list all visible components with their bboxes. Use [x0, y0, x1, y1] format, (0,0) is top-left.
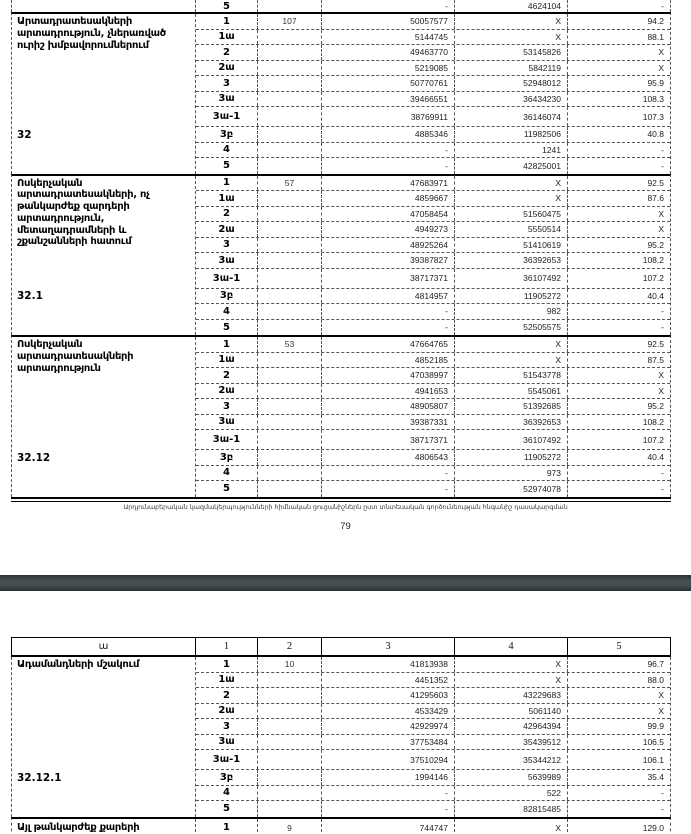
value-col3-cell: 4451352 — [322, 673, 455, 688]
table-row — [196, 0, 670, 12]
table-bottom-rule — [11, 497, 671, 499]
value-col3-cell: 4806543 — [322, 450, 455, 465]
org-count-cell — [258, 238, 322, 253]
section-code: 32.12 — [17, 451, 51, 464]
table-row — [196, 688, 670, 704]
table-row — [196, 45, 670, 61]
value-col3-cell: 5219085 — [322, 61, 455, 76]
org-count-cell — [258, 76, 322, 91]
table-row — [196, 704, 670, 720]
section-label-cell — [12, 176, 196, 336]
value-col4-cell: 36107492 — [455, 269, 568, 288]
org-count-cell — [258, 289, 322, 304]
table-row — [196, 430, 670, 450]
table-row — [196, 750, 670, 770]
value-col4-cell: 5061140 — [455, 704, 568, 719]
table-row — [196, 158, 670, 174]
row-code-cell: 1 — [196, 176, 258, 191]
value-col5-cell: 87.6 — [647, 193, 664, 204]
row-code-cell: 2ա — [196, 704, 258, 719]
value-col4-cell: 11982506 — [455, 127, 568, 142]
value-col3-cell: 47058454 — [322, 207, 455, 222]
table-section — [11, 657, 671, 817]
value-col5-cell: 35.4 — [647, 772, 664, 783]
value-col4-cell: X — [455, 337, 568, 352]
org-count-cell — [258, 415, 322, 430]
value-col4-cell: 51560475 — [455, 207, 568, 222]
table-row — [196, 719, 670, 735]
value-col5-cell: X — [658, 370, 664, 381]
value-col5-cell: 106.1 — [642, 754, 664, 765]
row-code-cell: 3բ — [196, 289, 258, 304]
table-row — [196, 481, 670, 497]
value-col5-cell: 96.7 — [647, 659, 664, 670]
table-row — [196, 269, 670, 289]
table-footnote: Արդյունաբերական կազմակերպությունների հիմնական ցուցանիշներն ըստ տնտեսական գործունեության հնգանիշ դասակարգման — [123, 503, 568, 511]
row-code-cell: 3ա-1 — [196, 107, 258, 126]
value-col4-cell: 522 — [455, 786, 568, 801]
value-col4-cell: 52948012 — [455, 76, 568, 91]
org-count-cell — [258, 450, 322, 465]
value-col3-cell: - — [322, 481, 455, 497]
value-col3-cell: - — [322, 801, 455, 817]
table-row — [196, 466, 670, 482]
value-col4-cell: 51410619 — [455, 238, 568, 253]
org-count-cell — [258, 0, 322, 12]
table-row — [196, 107, 670, 127]
section-name: Ոսկերչական արտադրատեսակների արտադրություն — [17, 339, 134, 374]
value-col4-cell: 52505575 — [455, 320, 568, 336]
table-header-row — [11, 637, 671, 657]
section-code: 32.1 — [17, 290, 43, 302]
table-row — [196, 320, 670, 336]
document-page-2 — [0, 591, 691, 834]
value-col3-cell: - — [322, 304, 455, 319]
value-col3-cell: 48905807 — [322, 399, 455, 414]
value-col3-cell: - — [322, 0, 455, 12]
org-count-cell — [258, 801, 322, 817]
value-col4-cell: 51543778 — [455, 368, 568, 383]
value-col5-cell: X — [658, 705, 664, 716]
value-col4-cell: 53145826 — [455, 45, 568, 60]
value-col4-cell: X — [455, 673, 568, 688]
table-row — [196, 337, 670, 353]
value-col3-cell: 39387827 — [322, 253, 455, 268]
value-col3-cell: 38769911 — [322, 107, 455, 126]
row-code-cell: 2ա — [196, 384, 258, 399]
column-header: 2 — [258, 638, 322, 655]
value-col3-cell: - — [322, 143, 455, 158]
value-col5-cell: X — [658, 208, 664, 219]
row-code-cell: 5 — [196, 0, 258, 12]
table-row — [196, 801, 670, 817]
value-col5-cell: 95.9 — [647, 78, 664, 89]
value-col4-cell: 11905272 — [455, 450, 568, 465]
value-col4-cell: 5842119 — [455, 61, 568, 76]
table-row — [196, 238, 670, 254]
value-col3-cell: - — [322, 466, 455, 481]
value-col5-cell: 108.3 — [642, 93, 664, 104]
row-code-cell: 3 — [196, 719, 258, 734]
value-col5-cell: 92.5 — [647, 339, 664, 350]
value-col3-cell: 42929974 — [322, 719, 455, 734]
row-code-cell: 3բ — [196, 127, 258, 142]
table-row — [196, 657, 670, 673]
value-col3-cell: 4941653 — [322, 384, 455, 399]
value-col5-cell: 87.5 — [647, 354, 664, 365]
table-row — [196, 191, 670, 207]
row-code-cell: 3ա — [196, 735, 258, 750]
org-count-cell — [258, 735, 322, 750]
value-col4-cell: 973 — [455, 466, 568, 481]
value-col4-cell: 36434230 — [455, 92, 568, 107]
value-col3-cell: 5144745 — [322, 30, 455, 45]
table-row — [196, 368, 670, 384]
section-rows — [196, 14, 670, 174]
value-col5-cell: 95.2 — [647, 239, 664, 250]
org-count-cell — [258, 353, 322, 368]
section-label-cell — [12, 819, 196, 834]
org-count-cell — [258, 466, 322, 481]
footer-rule — [11, 501, 671, 502]
table-row — [196, 304, 670, 320]
table-row — [196, 786, 670, 802]
section-code: 32 — [17, 128, 32, 141]
section-rows — [196, 657, 670, 817]
table-row — [196, 14, 670, 30]
value-col4-cell: 5639989 — [455, 770, 568, 785]
indicators-table-page2 — [11, 637, 671, 834]
row-code-cell: 1 — [196, 337, 258, 352]
table-row — [196, 207, 670, 223]
value-col4-cell: 43229683 — [455, 688, 568, 703]
value-col5-cell: 40.4 — [647, 290, 664, 301]
table-row — [196, 819, 670, 834]
table-row — [196, 399, 670, 415]
table-row — [196, 92, 670, 108]
value-col4-cell: X — [455, 191, 568, 206]
row-code-cell: 3բ — [196, 770, 258, 785]
value-col3-cell: 4852185 — [322, 353, 455, 368]
section-label-cell — [12, 0, 196, 12]
table-row — [196, 30, 670, 46]
org-count-cell — [258, 127, 322, 142]
row-code-cell: 4 — [196, 466, 258, 481]
value-col3-cell: 4533429 — [322, 704, 455, 719]
org-count-cell — [258, 107, 322, 126]
value-col5-cell: 107.2 — [642, 273, 664, 283]
org-count-cell — [258, 320, 322, 336]
org-count-cell: 57 — [258, 176, 322, 191]
value-col4-cell: X — [455, 353, 568, 368]
row-code-cell: 1ա — [196, 30, 258, 45]
value-col5-cell: 40.4 — [647, 452, 664, 463]
value-col5-cell: X — [658, 62, 664, 73]
row-code-cell: 5 — [196, 481, 258, 497]
org-count-cell — [258, 673, 322, 688]
row-code-cell: 5 — [196, 801, 258, 817]
table-row — [196, 735, 670, 751]
value-col5-cell: X — [658, 224, 664, 235]
value-col5-cell: 108.2 — [642, 416, 664, 427]
value-col3-cell: 38717371 — [322, 269, 455, 288]
row-code-cell: 3ա — [196, 92, 258, 107]
value-col4-cell: X — [455, 14, 568, 29]
value-col5-cell: - — [661, 160, 664, 171]
column-header: 3 — [322, 638, 455, 655]
value-col4-cell: 82815485 — [455, 801, 568, 817]
table-row — [196, 253, 670, 269]
org-count-cell — [258, 45, 322, 60]
value-col4-cell: 36392653 — [455, 415, 568, 430]
value-col4-cell: 5545061 — [455, 384, 568, 399]
org-count-cell — [258, 61, 322, 76]
value-col3-cell: 47038997 — [322, 368, 455, 383]
value-col5-cell: 95.2 — [647, 401, 664, 412]
value-col5-cell: - — [661, 483, 664, 494]
indicators-table-page1 — [11, 0, 671, 502]
table-section — [11, 817, 671, 834]
value-col5-cell: - — [661, 306, 664, 317]
row-code-cell: 2 — [196, 207, 258, 222]
table-row — [196, 353, 670, 369]
value-col5-cell: - — [661, 467, 664, 478]
table-row — [196, 384, 670, 400]
org-count-cell — [258, 269, 322, 288]
value-col5-cell: 99.9 — [647, 721, 664, 732]
row-code-cell: 4 — [196, 143, 258, 158]
org-count-cell — [258, 304, 322, 319]
value-col3-cell: - — [322, 320, 455, 336]
column-header: 5 — [616, 641, 622, 652]
row-code-cell: 5 — [196, 158, 258, 174]
table-row — [196, 222, 670, 238]
row-code-cell: 3ա — [196, 415, 258, 430]
value-col5-cell: 40.8 — [647, 129, 664, 140]
org-count-cell — [258, 207, 322, 222]
page-separator-band — [0, 575, 691, 591]
row-code-cell: 1ա — [196, 191, 258, 206]
value-col3-cell: 38717371 — [322, 430, 455, 449]
row-code-cell: 3 — [196, 238, 258, 253]
table-section — [11, 174, 671, 336]
value-col4-cell: 5550514 — [455, 222, 568, 237]
value-col3-cell: 41295603 — [322, 688, 455, 703]
value-col3-cell: - — [322, 786, 455, 801]
value-col3-cell: 48925264 — [322, 238, 455, 253]
org-count-cell — [258, 158, 322, 174]
row-code-cell: 5 — [196, 320, 258, 336]
section-rows — [196, 176, 670, 336]
table-section — [11, 335, 671, 497]
value-col5-cell: - — [661, 787, 664, 798]
table-row — [196, 143, 670, 159]
section-rows — [196, 337, 670, 497]
table-row — [196, 415, 670, 431]
row-code-cell: 2ա — [196, 61, 258, 76]
value-col3-cell: 37753484 — [322, 735, 455, 750]
value-col3-cell: 4814957 — [322, 289, 455, 304]
section-rows — [196, 0, 670, 12]
value-col5-cell: - — [661, 803, 664, 814]
value-col4-cell: 1241 — [455, 143, 568, 158]
section-code: 32.12.1 — [17, 771, 62, 784]
org-count-cell: 53 — [258, 337, 322, 352]
section-name: Ոսկերչական արտադրատեսակների, ոչ թանկարժեք զարդերի արտադրություն, մետաղադրամների և շքանշանների հատում — [17, 177, 150, 248]
org-count-cell — [258, 786, 322, 801]
row-code-cell: 3ա-1 — [196, 750, 258, 769]
column-header: 1 — [196, 638, 258, 655]
value-col4-cell: 4624104 — [455, 0, 568, 12]
section-label-cell — [12, 337, 196, 497]
section-name: Արտադրատեսակների արտադրություն, չներառված ուրիշ խմբավորումներում — [17, 16, 166, 51]
row-code-cell: 3ա-1 — [196, 269, 258, 288]
value-col4-cell: 982 — [455, 304, 568, 319]
org-count-cell — [258, 30, 322, 45]
table-section — [11, 12, 671, 174]
value-col3-cell: 39387331 — [322, 415, 455, 430]
value-col5-cell: X — [658, 690, 664, 701]
org-count-cell — [258, 399, 322, 414]
value-col5-cell: 106.5 — [642, 736, 664, 747]
value-col3-cell: 744747 — [322, 819, 455, 834]
value-col5-cell: - — [661, 322, 664, 333]
value-col4-cell: 36146074 — [455, 107, 568, 126]
value-col3-cell: 41813938 — [322, 657, 455, 672]
section-name: Ադամանդների մշակում — [17, 659, 140, 670]
value-col5-cell: 92.5 — [647, 177, 664, 188]
row-code-cell: 2 — [196, 368, 258, 383]
value-col3-cell: 4859667 — [322, 191, 455, 206]
value-col4-cell: X — [455, 30, 568, 45]
value-col4-cell: 36392653 — [455, 253, 568, 268]
row-code-cell: 1ա — [196, 353, 258, 368]
table-row — [196, 289, 670, 305]
section-name: Այլ թանկարժեք քարերի — [17, 821, 140, 833]
section-label-cell — [12, 657, 196, 817]
value-col5-cell: 107.2 — [642, 434, 664, 445]
row-code-cell: 3ա — [196, 253, 258, 268]
value-col4-cell: 11905272 — [455, 289, 568, 304]
column-header: ա — [12, 638, 196, 655]
value-col3-cell: 47683971 — [322, 176, 455, 191]
value-col3-cell: 50057577 — [322, 14, 455, 29]
value-col3-cell: 4885346 — [322, 127, 455, 142]
value-col5-cell: 108.2 — [642, 255, 664, 266]
org-count-cell: 10 — [258, 657, 322, 672]
org-count-cell — [258, 92, 322, 107]
row-code-cell: 1 — [196, 819, 258, 834]
table-row — [196, 61, 670, 77]
org-count-cell — [258, 719, 322, 734]
org-count-cell — [258, 384, 322, 399]
value-col3-cell: 50770761 — [322, 76, 455, 91]
section-rows — [196, 819, 670, 834]
table-row — [196, 76, 670, 92]
org-count-cell: 107 — [258, 14, 322, 29]
row-code-cell: 3 — [196, 76, 258, 91]
value-col5-cell: - — [661, 1, 664, 11]
row-code-cell: 2ա — [196, 222, 258, 237]
value-col3-cell: 49463770 — [322, 45, 455, 60]
table-row — [196, 450, 670, 466]
value-col3-cell: 39466551 — [322, 92, 455, 107]
value-col4-cell: 35439512 — [455, 735, 568, 750]
value-col5-cell: 88.0 — [647, 674, 664, 685]
value-col4-cell: 51392685 — [455, 399, 568, 414]
org-count-cell — [258, 481, 322, 497]
org-count-cell — [258, 253, 322, 268]
value-col5-cell: - — [661, 144, 664, 155]
value-col3-cell: 4949273 — [322, 222, 455, 237]
value-col3-cell: 1994146 — [322, 770, 455, 785]
value-col4-cell: 36107492 — [455, 430, 568, 449]
org-count-cell — [258, 368, 322, 383]
org-count-cell: 9 — [258, 819, 322, 834]
section-label-cell — [12, 14, 196, 174]
column-header: 4 — [455, 638, 568, 655]
table-row — [196, 176, 670, 192]
row-code-cell: 3ա-1 — [196, 430, 258, 449]
row-code-cell: 1ա — [196, 673, 258, 688]
org-count-cell — [258, 143, 322, 158]
org-count-cell — [258, 704, 322, 719]
table-section — [11, 0, 671, 12]
row-code-cell: 3բ — [196, 450, 258, 465]
row-code-cell: 2 — [196, 45, 258, 60]
org-count-cell — [258, 750, 322, 769]
value-col3-cell: 47664765 — [322, 337, 455, 352]
row-code-cell: 1 — [196, 14, 258, 29]
value-col5-cell: 94.2 — [647, 16, 664, 27]
value-col4-cell: 42825001 — [455, 158, 568, 174]
row-code-cell: 1 — [196, 657, 258, 672]
value-col4-cell: 42964394 — [455, 719, 568, 734]
org-count-cell — [258, 430, 322, 449]
table-row — [196, 127, 670, 143]
value-col3-cell: - — [322, 158, 455, 174]
value-col4-cell: 35344212 — [455, 750, 568, 769]
org-count-cell — [258, 222, 322, 237]
org-count-cell — [258, 770, 322, 785]
org-count-cell — [258, 688, 322, 703]
value-col5-cell: X — [658, 385, 664, 396]
value-col4-cell: X — [455, 819, 568, 834]
value-col4-cell: X — [455, 176, 568, 191]
row-code-cell: 4 — [196, 304, 258, 319]
row-code-cell: 4 — [196, 786, 258, 801]
table-row — [196, 770, 670, 786]
row-code-cell: 3 — [196, 399, 258, 414]
page-number: 79 — [340, 521, 351, 532]
value-col5-cell: 88.1 — [647, 31, 664, 42]
value-col3-cell: 37510294 — [322, 750, 455, 769]
value-col5-cell: 129.0 — [642, 822, 664, 833]
value-col5-cell: 107.3 — [642, 111, 664, 122]
value-col5-cell: X — [658, 47, 664, 58]
table-row — [196, 673, 670, 689]
row-code-cell: 2 — [196, 688, 258, 703]
org-count-cell — [258, 191, 322, 206]
value-col4-cell: X — [455, 657, 568, 672]
value-col4-cell: 52974078 — [455, 481, 568, 497]
